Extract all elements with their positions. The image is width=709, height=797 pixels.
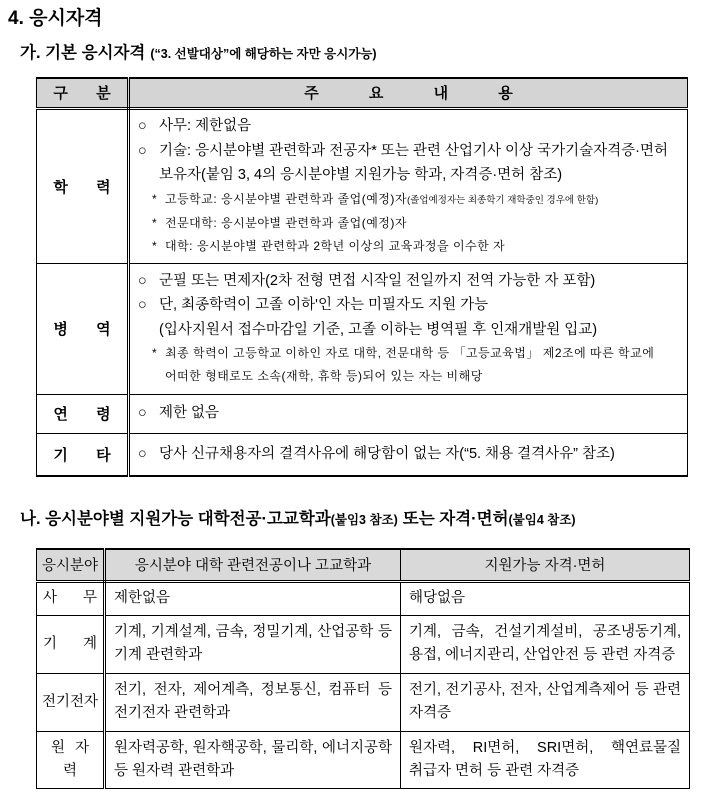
item-text: 당사 신규채용자의 결격사유에 해당함이 없는 자(“5. 채용 결격사유” 참조) (159, 446, 615, 462)
list-item (138, 269, 679, 294)
table-row-age (37, 394, 688, 433)
majors-cell: 전기, 전자, 제어계측, 정보통신, 컴퓨터 등 전기전자 관련학과 (105, 673, 401, 731)
field-cell: 원 자 력 (37, 731, 105, 788)
row-label-other: 기 타 (37, 433, 129, 476)
table-row (37, 581, 690, 615)
row-label-military: 병 역 (37, 263, 129, 394)
table-row-other (37, 433, 688, 476)
header-majors: 응시분야 대학 관련전공이나 고교학과 (105, 549, 401, 581)
table-header-row (37, 549, 690, 581)
basic-qualification-table (36, 77, 688, 477)
field-heading-note-1: (붙임3 참조) (330, 513, 398, 527)
circle-bullet-icon: ○ (138, 405, 147, 422)
field-qualification-heading (20, 507, 700, 532)
list-item (138, 293, 679, 318)
circle-bullet-icon: ○ (138, 446, 147, 462)
asterisk-mark: * (152, 215, 158, 230)
field-cell: 사 무 (37, 581, 105, 615)
table-row (37, 731, 690, 788)
row-content-military (129, 263, 688, 394)
licenses-cell: 전기, 전기공사, 전자, 산업계측제어 등 관련 자격증 (401, 673, 690, 731)
table-header-row (37, 78, 688, 108)
item-text: 군필 또는 면제자(2차 전형 면접 시작일 전일까지 전역 가능한 자 포함) (159, 272, 596, 289)
footnote-text: 대학: 응시분야별 관련학과 2학년 이상의 교육과정을 이수한 자 (165, 238, 506, 253)
table-row-military (37, 263, 688, 394)
footnote (138, 235, 679, 258)
list-item (138, 442, 679, 467)
footnote-main: 고등학교: 응시분야별 관련학과 졸업(예정)자 (165, 191, 407, 206)
circle-bullet-icon: ○ (138, 142, 147, 159)
row-label-age: 연 령 (37, 394, 129, 433)
footnote-text: 전문대학: 응시분야별 관련학과 졸업(예정)자 (165, 215, 407, 230)
licenses-cell: 해당없음 (401, 581, 690, 615)
asterisk-mark: * (152, 346, 158, 361)
header-content: 주 요 내 용 (129, 78, 688, 108)
section-title: 4. 응시자격 (8, 8, 103, 29)
majors-cell: 원자력공학, 원자핵공학, 물리학, 에너지공학 등 원자력 관련학과 (105, 731, 401, 788)
field-cell: 기 계 (37, 615, 105, 673)
table-row-education (37, 108, 688, 263)
circle-bullet-icon: ○ (138, 118, 147, 135)
field-heading-mid: 또는 자격·면허 (402, 510, 509, 528)
table-row (37, 615, 690, 673)
list-item (138, 139, 679, 188)
list-item (138, 401, 679, 426)
field-qualification-table (36, 548, 690, 789)
footnote (138, 188, 679, 212)
asterisk-mark: * (152, 191, 158, 206)
footnote-small: (졸업예정자는 최종학기 재학중인 경우에 한함) (407, 194, 599, 206)
table-row (37, 673, 690, 731)
field-heading-text: 나. 응시분야별 지원가능 대학전공·고교학과 (20, 510, 331, 528)
circle-bullet-icon: ○ (138, 272, 147, 289)
asterisk-mark: * (152, 238, 158, 253)
basic-qualification-heading (20, 41, 700, 66)
majors-cell: 제한없음 (105, 581, 401, 615)
field-heading-note-2: (붙임4 참조) (508, 513, 576, 527)
item-subtext: (입사지원서 접수마감일 기준, 고졸 이하는 병역필 후 인재개발원 입교) (159, 321, 598, 338)
licenses-cell: 원자력, RI면허, SRI면허, 핵연료물질 취급자 면허 등 관련 자격증 (401, 731, 690, 788)
list-item (138, 114, 679, 139)
footnote-text: 최종 학력이 고등학교 이하인 자로 대학, 전문대학 등 「고등교육법」 제2조에 따른 학교에 어떠한 형태로도 소속(재학, 휴학 등)되어 있는 자는 비해당 (165, 346, 655, 384)
header-licenses: 지원가능 자격·면허 (401, 549, 690, 581)
item-text: 제한 없음 (159, 405, 220, 422)
item-text: 기술: 응시분야별 관련학과 전공자* 또는 관련 산업기사 이상 국가기술자격증·면허 보유자(붙임 3, 4의 응시분야별 지원가능 학과, 자격증·면허 참조) (159, 142, 668, 184)
row-content-age (129, 394, 688, 433)
licenses-cell: 기계, 금속, 건설기계설비, 공조냉동기계, 용접, 에너지관리, 산업안전 등 관련 자격증 (401, 615, 690, 673)
row-content-education (129, 108, 688, 263)
field-cell: 전기전자 (37, 673, 105, 731)
footnote (138, 212, 679, 235)
basic-heading-text: 가. 기본 응시자격 (20, 44, 146, 62)
circle-bullet-icon: ○ (138, 297, 147, 314)
footnote (138, 342, 679, 388)
majors-cell: 기계, 기계설계, 금속, 정밀기계, 산업공학 등 기계 관련학과 (105, 615, 401, 673)
row-content-other (129, 433, 688, 476)
footnote-text (165, 188, 679, 212)
basic-heading-note: (“3. 선발대상”에 해당하는 자만 응시가능) (150, 47, 377, 61)
header-field: 응시분야 (37, 549, 105, 581)
item-text: 단, 최종학력이 고졸 이하'인 자는 미필자도 지원 가능 (159, 297, 489, 314)
row-label-education: 학 력 (37, 108, 129, 263)
header-category: 구 분 (37, 78, 129, 108)
item-text: 사무: 제한없음 (159, 118, 252, 135)
